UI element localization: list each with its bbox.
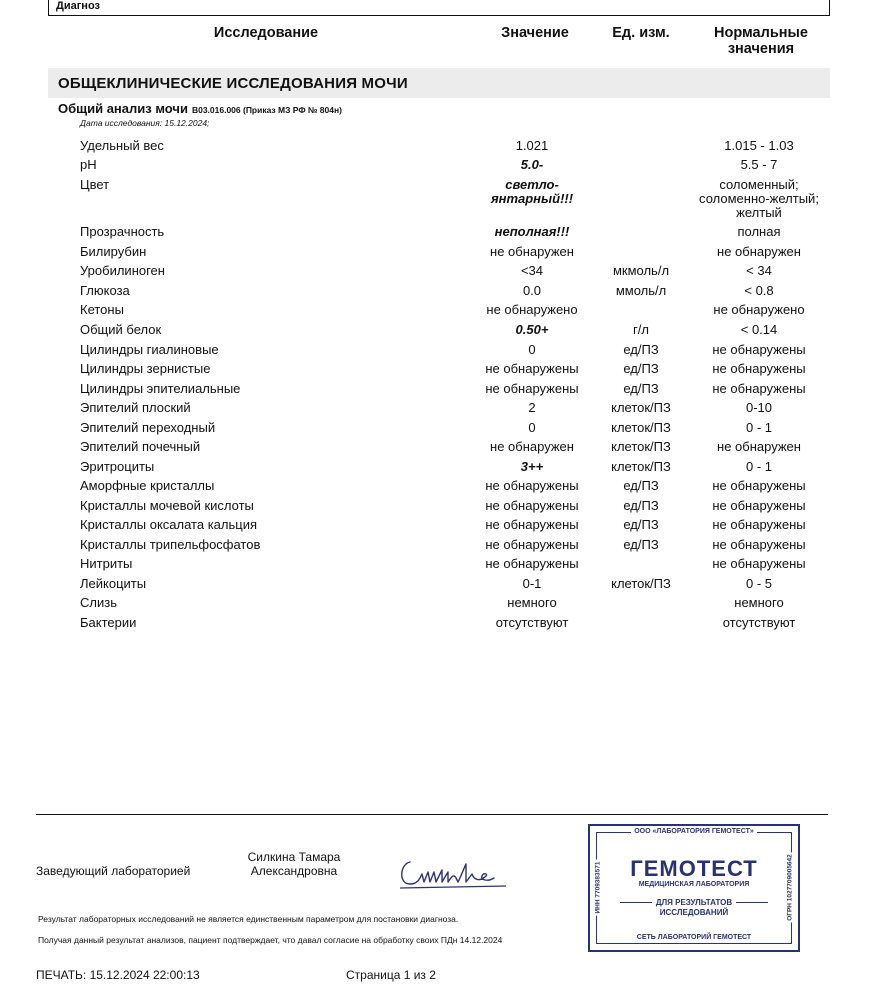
row-value: не обнаружены	[485, 498, 579, 513]
row-unit: ед/ПЗ	[623, 517, 659, 532]
diagnosis-box	[48, 0, 830, 16]
row-unit: клеток/ПЗ	[611, 439, 671, 454]
row-normal: не обнаружены	[712, 556, 806, 571]
row-unit: ед/ПЗ	[623, 342, 659, 357]
row-unit: ед/ПЗ	[623, 361, 659, 376]
stamp-purpose-line2: ИССЛЕДОВАНИЙ	[659, 908, 729, 917]
row-value: не обнаружено	[486, 302, 578, 317]
row-normal: не обнаружено	[713, 302, 805, 317]
row-value: не обнаружены	[485, 517, 579, 532]
row-name: Цвет	[80, 177, 110, 192]
stamp-ogrn: ОГРН 1027709005642	[786, 854, 794, 921]
row-name: Кристаллы оксалата кальция	[80, 517, 258, 532]
row-value: 0	[528, 420, 536, 435]
header-value: Значение	[501, 25, 569, 41]
row-value: 2	[528, 400, 536, 415]
row-normal: < 34	[746, 263, 772, 278]
header-normal	[684, 25, 838, 57]
row-unit: мкмоль/л	[612, 263, 670, 278]
disclaimer-2: Получая данный результат анализов, пациент подтверждает, что давал согласие на обработку своих ПДн 14.12.2024	[38, 935, 503, 945]
row-name: Эпителий плоский	[80, 400, 191, 415]
row-name: Билирубин	[80, 244, 147, 259]
row-name: pH	[80, 157, 97, 172]
signature-icon	[396, 852, 512, 894]
row-name: Цилиндры зернистые	[80, 361, 211, 376]
stamp-inn: ИНН 7709383571	[594, 861, 602, 914]
row-normal: не обнаружены	[712, 537, 806, 552]
head-name	[232, 850, 356, 878]
row-normal: не обнаружены	[712, 361, 806, 376]
row-name: Кристаллы мочевой кислоты	[80, 498, 254, 513]
row-name: Лейкоциты	[80, 576, 147, 591]
stamp-bottom-text: СЕТЬ ЛАБОРАТОРИЙ ГЕМОТЕСТ	[590, 934, 798, 941]
row-unit: ед/ПЗ	[623, 498, 659, 513]
row-value	[452, 178, 612, 206]
row-normal-line1: соломенный;	[719, 177, 799, 192]
disclaimer-1: Результат лабораторных исследований не является единственным параметром для постановки диагноза.	[38, 914, 459, 924]
row-value: неполная!!!	[494, 224, 570, 239]
row-unit: клеток/ПЗ	[611, 459, 671, 474]
diagnosis-label: Диагноз	[56, 0, 100, 12]
row-value: <34	[520, 263, 544, 278]
row-normal: не обнаружен	[717, 244, 801, 259]
stamp-brand: ГЕМОТЕСТ	[630, 856, 758, 881]
row-value: отсутствуют	[495, 615, 569, 630]
row-name: Кетоны	[80, 302, 124, 317]
row-value: 0-1	[522, 576, 542, 591]
row-value: 0.50+	[515, 322, 549, 337]
row-unit: клеток/ПЗ	[611, 420, 671, 435]
row-value: не обнаружены	[485, 537, 579, 552]
row-normal: < 0.14	[740, 322, 778, 337]
row-normal: < 0.8	[744, 283, 774, 298]
row-normal-line2: соломенно-желтый;	[699, 191, 819, 206]
row-name: Цилиндры гиалиновые	[80, 342, 219, 357]
row-normal: 0 - 5	[745, 576, 772, 591]
row-value: не обнаружен	[490, 439, 574, 454]
row-normal-line3: желтый	[736, 205, 782, 220]
stamp-inner-border	[596, 832, 792, 944]
footer-divider	[36, 814, 828, 815]
stamp-purpose	[590, 898, 798, 918]
head-name-line1: Силкина Тамара	[247, 850, 341, 864]
head-name-line2: Александровна	[250, 864, 338, 878]
page-number: Страница 1 из 2	[346, 968, 436, 982]
row-normal: полная	[737, 224, 781, 239]
row-normal: не обнаружены	[712, 478, 806, 493]
row-unit: ед/ПЗ	[623, 478, 659, 493]
row-value: не обнаружены	[485, 381, 579, 396]
stamp-subtitle: МЕДИЦИНСКАЯ ЛАБОРАТОРИЯ	[638, 881, 750, 888]
row-value: 0.0	[522, 283, 542, 298]
test-code: B03.016.006 (Приказ МЗ РФ № 804н)	[191, 105, 342, 115]
stamp-top-text: ООО «ЛАБОРАТОРИЯ ГЕМОТЕСТ»	[590, 828, 798, 835]
row-name: Удельный вес	[80, 138, 164, 153]
row-name: Эпителий переходный	[80, 420, 216, 435]
row-unit: ед/ПЗ	[623, 537, 659, 552]
print-timestamp: ПЕЧАТЬ: 15.12.2024 22:00:13	[36, 968, 200, 982]
row-name: Уробилиноген	[80, 263, 165, 278]
header-normal-line2: значения	[727, 41, 795, 57]
row-normal: 0-10	[745, 400, 773, 415]
row-unit: ед/ПЗ	[623, 381, 659, 396]
row-name: Общий белок	[80, 322, 162, 337]
test-title	[58, 101, 342, 116]
row-normal: не обнаружен	[717, 439, 801, 454]
header-normal-line1: Нормальные	[714, 25, 808, 41]
lab-stamp	[588, 824, 800, 952]
row-name: Эритроциты	[80, 459, 155, 474]
section-title: ОБЩЕКЛИНИЧЕСКИЕ ИССЛЕДОВАНИЯ МОЧИ	[58, 75, 408, 92]
row-name: Прозрачность	[80, 224, 165, 239]
row-normal: не обнаружены	[712, 517, 806, 532]
header-study: Исследование	[213, 25, 319, 41]
row-value: 3++	[520, 459, 544, 474]
row-name: Нитриты	[80, 556, 133, 571]
row-normal: не обнаружены	[712, 498, 806, 513]
row-normal: немного	[734, 595, 784, 610]
row-unit: ммоль/л	[615, 283, 667, 298]
row-name: Глюкоза	[80, 283, 130, 298]
row-value-line2: янтарный!!!	[490, 191, 574, 206]
row-unit: клеток/ПЗ	[611, 400, 671, 415]
row-name: Цилиндры эпителиальные	[80, 381, 241, 396]
head-title: Заведующий лабораторией	[36, 864, 191, 878]
row-name: Эпителий почечный	[80, 439, 201, 454]
header-unit: Ед. изм.	[612, 25, 670, 41]
row-name: Кристаллы трипельфосфатов	[80, 537, 261, 552]
row-value: не обнаружен	[490, 244, 574, 259]
row-value: немного	[507, 595, 557, 610]
row-unit: клеток/ПЗ	[611, 576, 671, 591]
row-value: 0	[528, 342, 536, 357]
row-normal: отсутствуют	[722, 615, 796, 630]
stamp-purpose-line1: ДЛЯ РЕЗУЛЬТАТОВ	[652, 898, 736, 908]
row-value: 1.021	[515, 138, 549, 153]
row-name: Бактерии	[80, 615, 137, 630]
row-unit: г/л	[633, 322, 649, 337]
row-normal: не обнаружены	[712, 342, 806, 357]
row-normal: не обнаружены	[712, 381, 806, 396]
row-value-line1: светло-	[505, 177, 559, 192]
row-normal	[684, 178, 834, 220]
row-name: Аморфные кристаллы	[80, 478, 215, 493]
row-value: не обнаружены	[485, 478, 579, 493]
row-normal: 1.015 - 1.03	[724, 138, 794, 153]
row-value: 5.0-	[520, 157, 544, 172]
row-value: не обнаружены	[485, 556, 579, 571]
row-normal: 0 - 1	[745, 459, 772, 474]
test-name: Общий анализ мочи	[58, 101, 188, 116]
row-value: не обнаружены	[485, 361, 579, 376]
row-normal: 5.5 - 7	[740, 157, 778, 172]
test-date: Дата исследования: 15.12.2024;	[80, 118, 210, 128]
row-name: Слизь	[80, 595, 117, 610]
row-normal: 0 - 1	[745, 420, 772, 435]
